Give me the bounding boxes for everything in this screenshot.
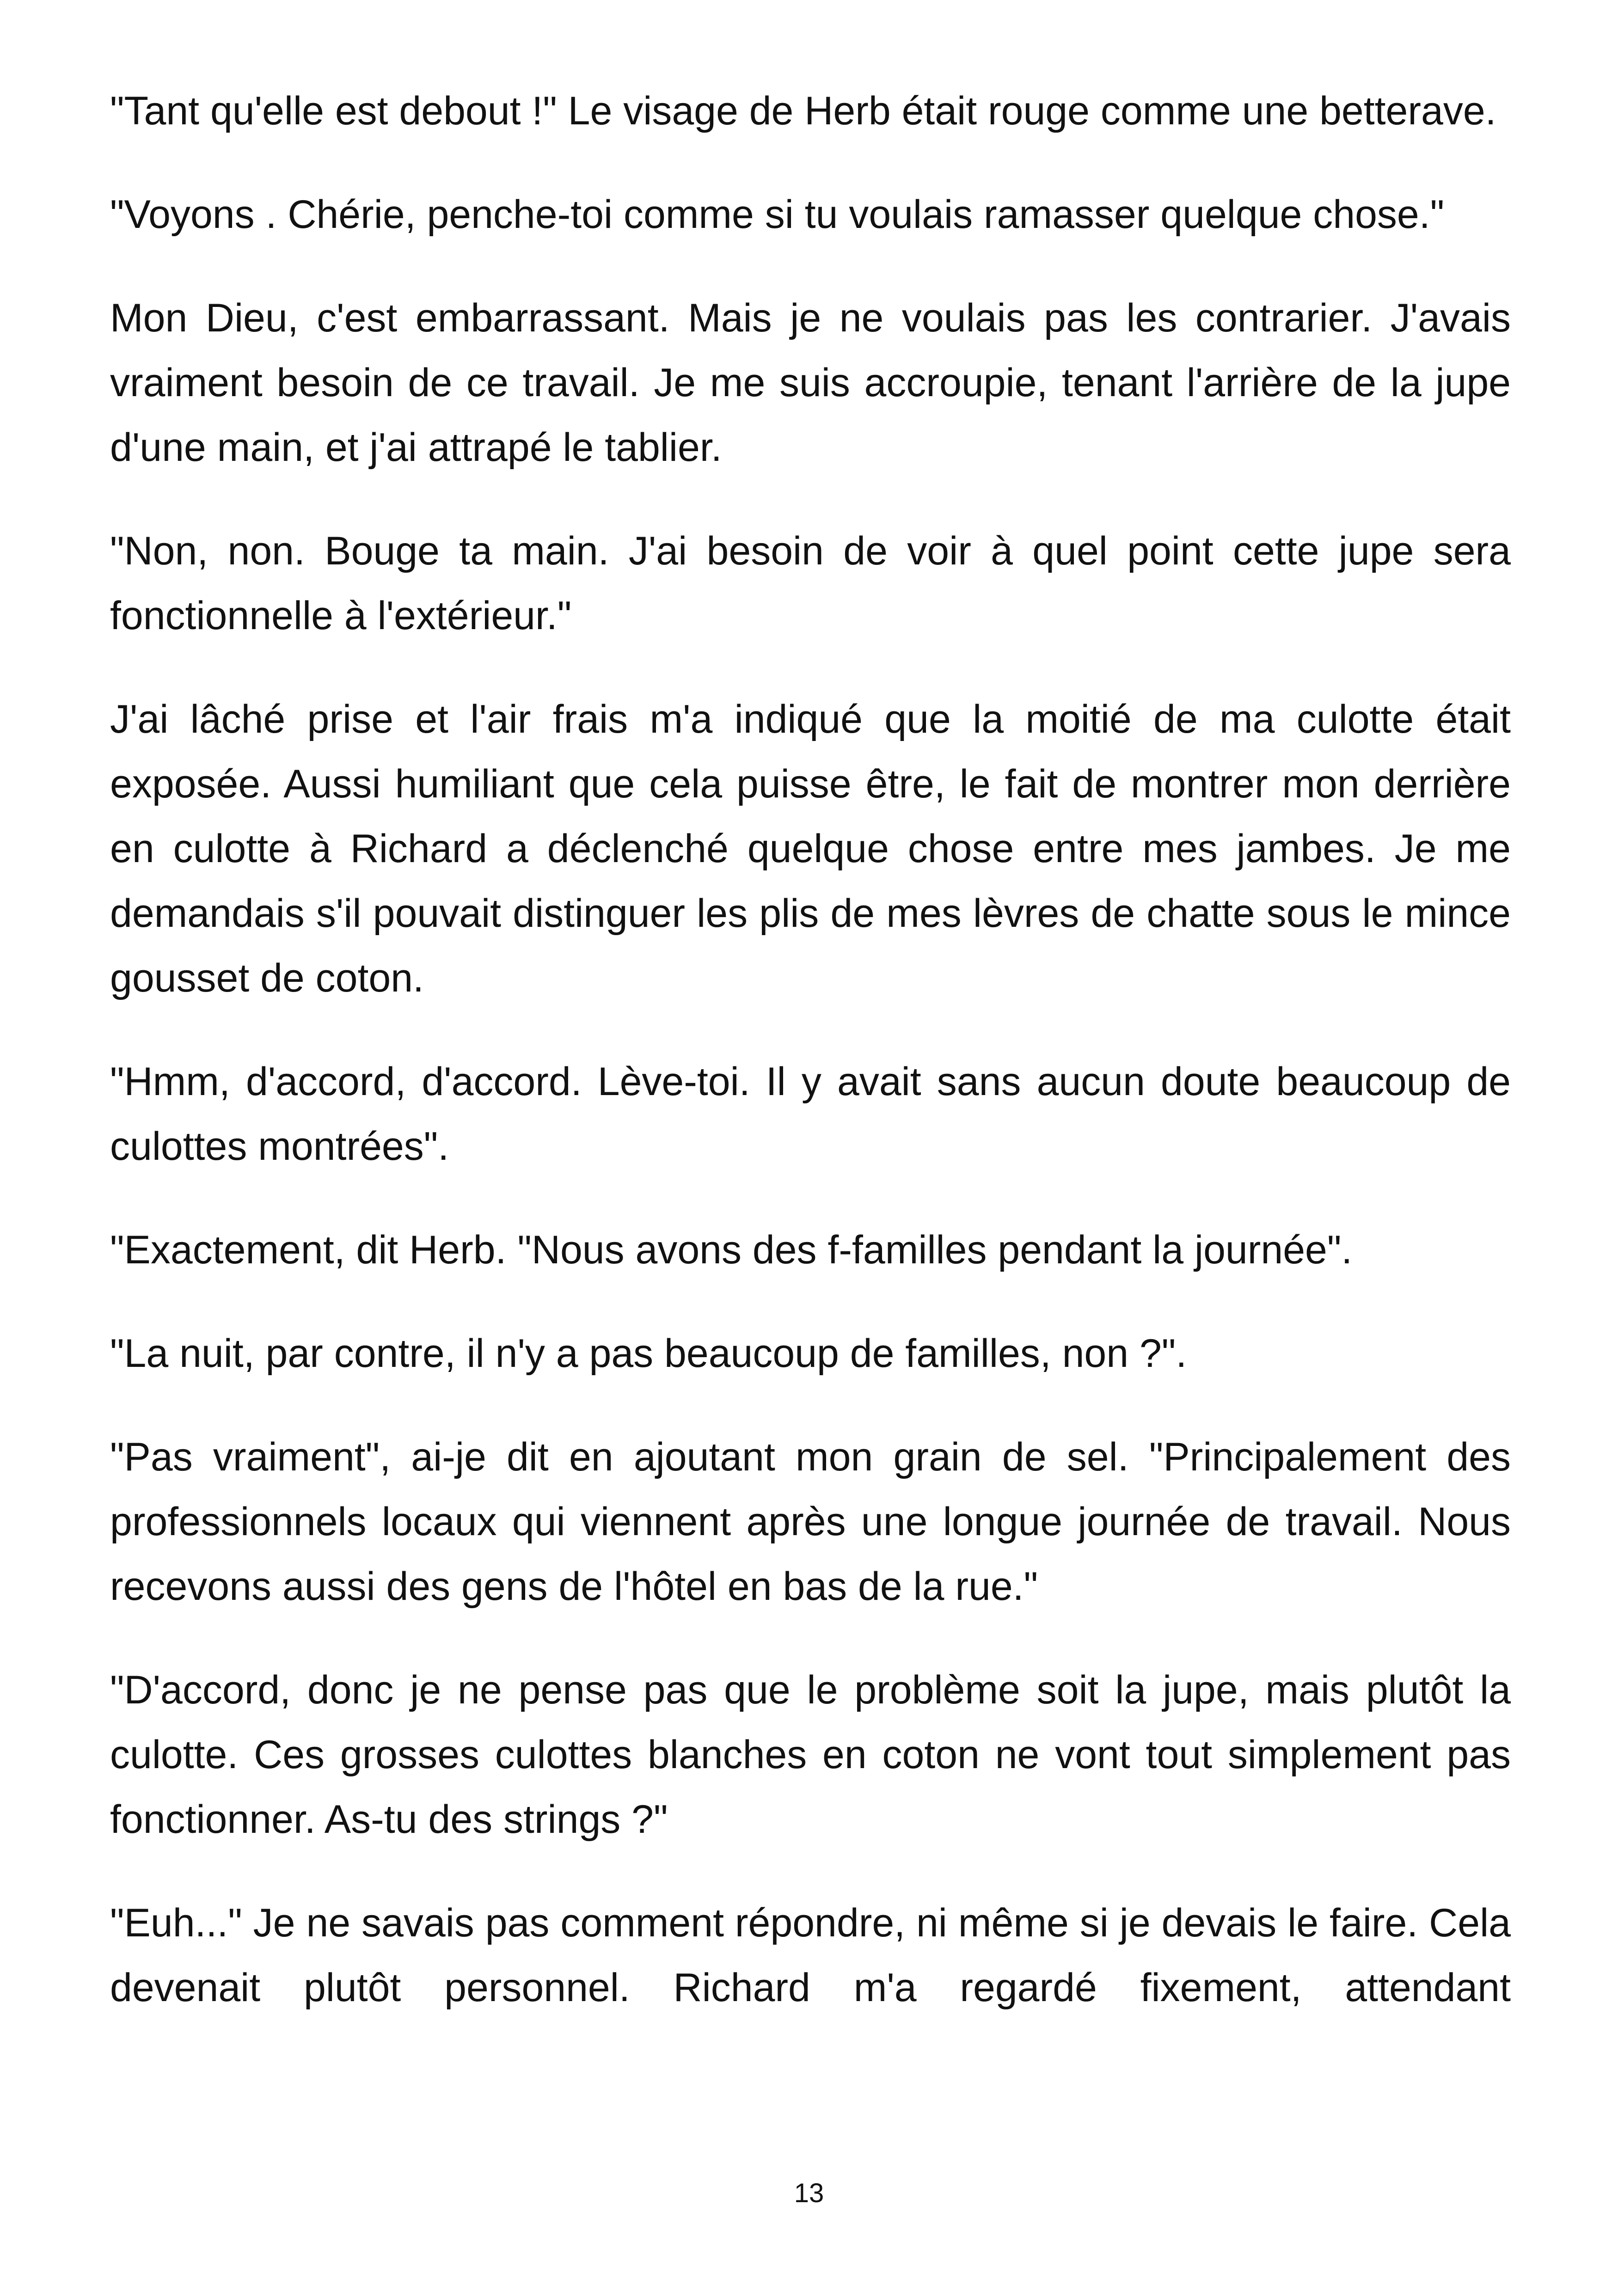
paragraph: Mon Dieu, c'est embarrassant. Mais je ne voulais pas les contrarier. J'avais vraiment besoin de ce travail. Je me suis accroupie, tenant l'arrière de la jupe d'une main, et j'ai attrapé le tablier. [110,296,1511,470]
paragraph: "Non, non. Bouge ta main. J'ai besoin de voir à quel point cette jupe sera fonctionnelle à l'extérieur." [110,529,1511,638]
paragraph: "Voyons . Chérie, penche-toi comme si tu voulais ramasser quelque chose." [110,192,1445,237]
page-number: 13 [794,2178,824,2208]
paragraph: "Euh..." Je ne savais pas comment répondre, ni même si je devais le faire. Cela devenait plutôt personnel. Richard m'a regardé fixement, attendant [110,1901,1511,2010]
paragraph: "D'accord, donc je ne pense pas que le problème soit la jupe, mais plutôt la culotte. Ces grosses culottes blanches en coton ne vont tout simplement pas fonctionner. As-tu des strings ?" [110,1668,1511,1842]
paragraph: "Exactement, dit Herb. "Nous avons des f-familles pendant la journée". [110,1228,1353,1272]
paragraph: J'ai lâché prise et l'air frais m'a indiqué que la moitié de ma culotte était exposée. Aussi humiliant que cela puisse être, le fait de montrer mon derrière en culotte à Richard a déclenché quelque chose entre mes jambes. Je me demandais s'il pouvait distinguer les plis de mes lèvres de chatte sous le mince gousset de coton. [110,697,1511,1000]
paragraph: "Hmm, d'accord, d'accord. Lève-toi. Il y avait sans aucun doute beaucoup de culottes montrées". [110,1059,1511,1169]
paragraph: "Pas vraiment", ai-je dit en ajoutant mon grain de sel. "Principalement des professionnels locaux qui viennent après une longue journée de travail. Nous recevons aussi des gens de l'hôtel en bas de la rue." [110,1435,1511,1609]
paragraph: "La nuit, par contre, il n'y a pas beaucoup de familles, non ?". [110,1331,1187,1376]
body-text [110,79,1511,2020]
paragraph: "Tant qu'elle est debout !" Le visage de Herb était rouge comme une betterave. [110,89,1496,133]
